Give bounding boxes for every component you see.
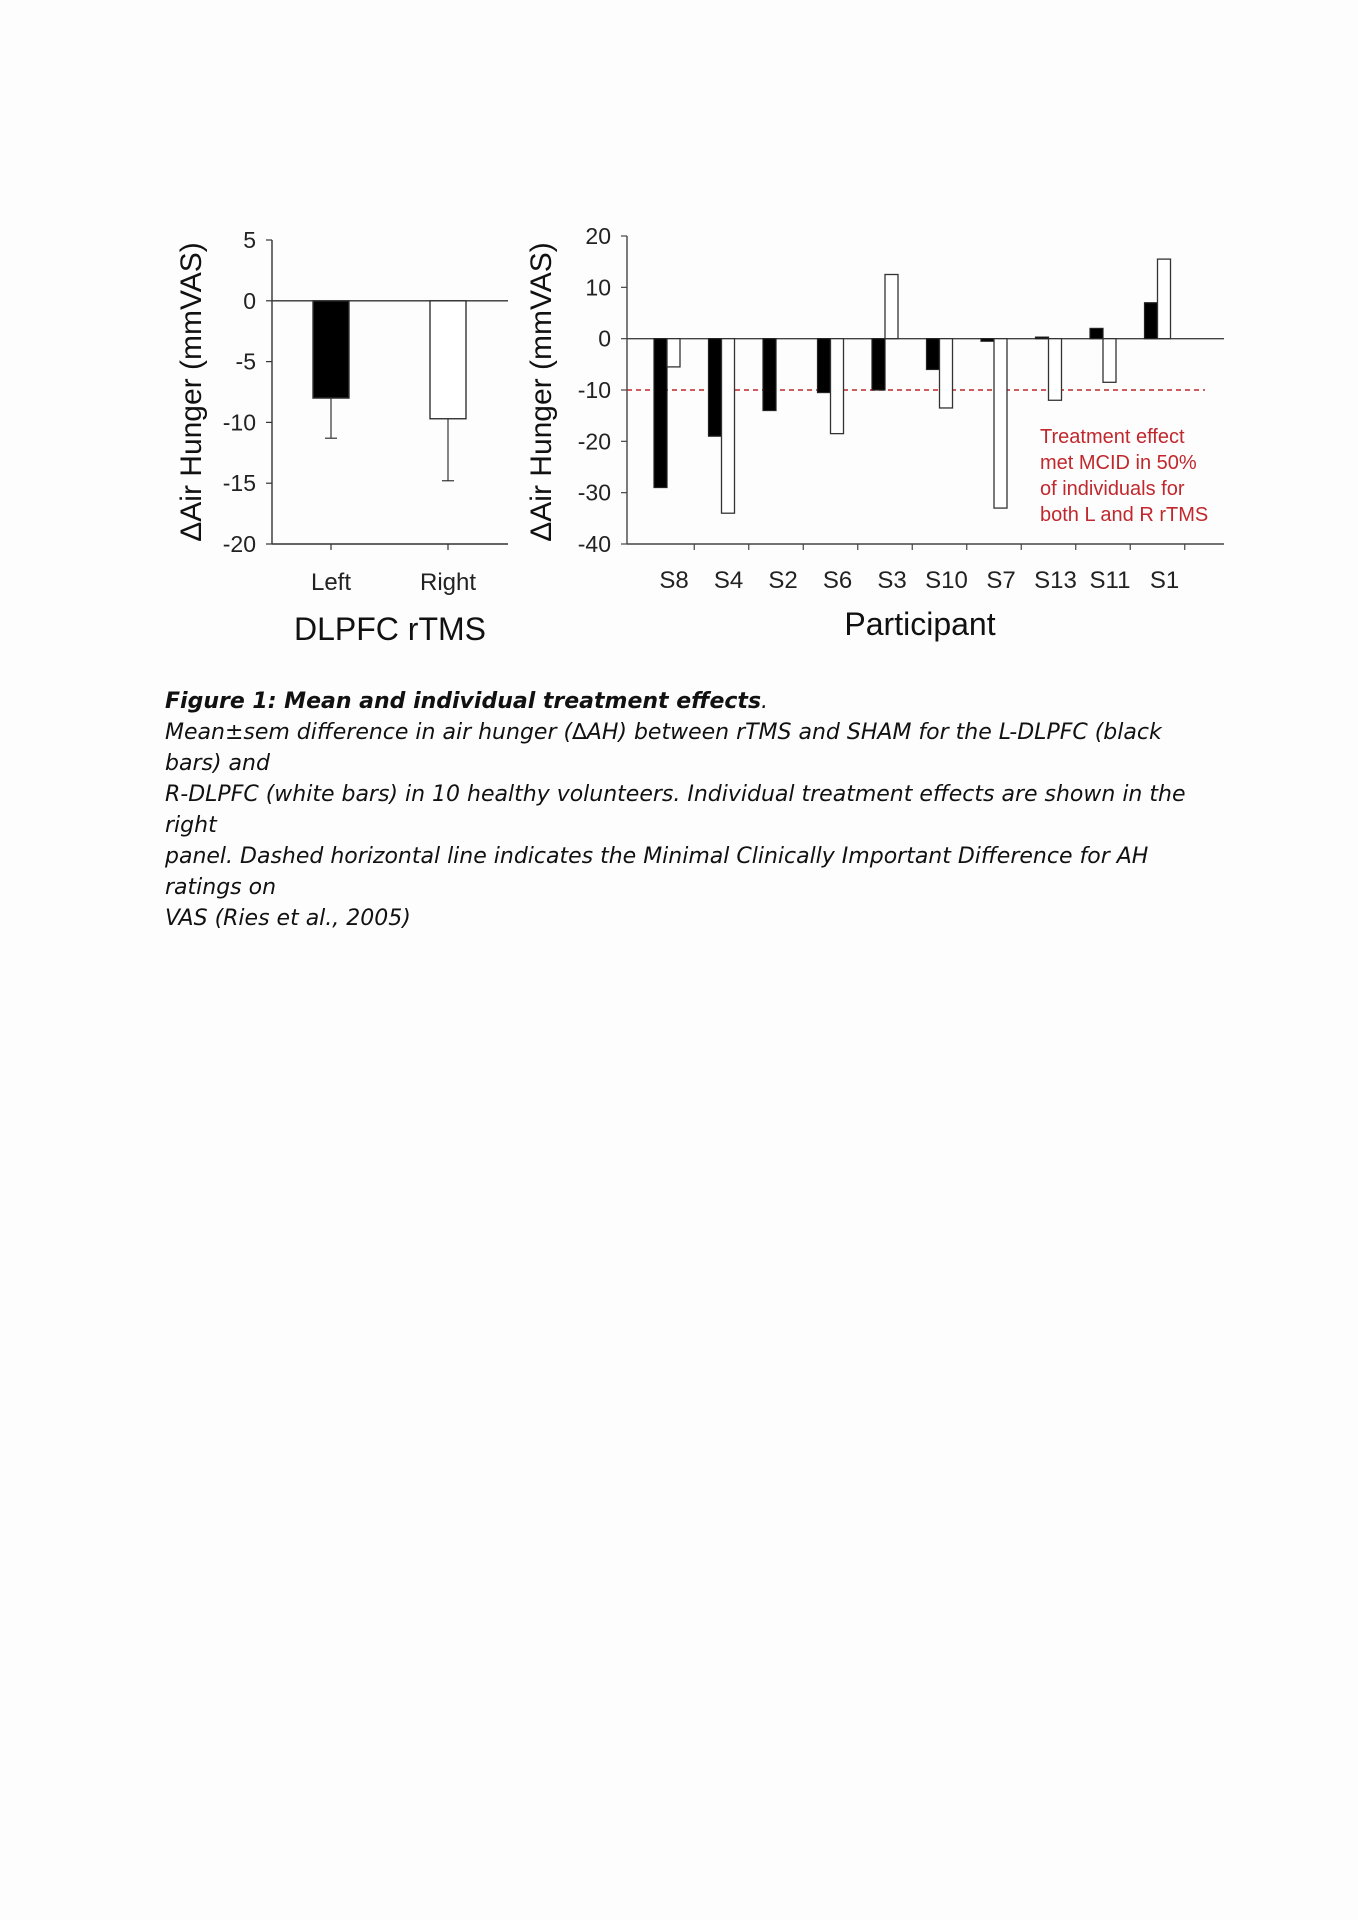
bar-left-s11 (1090, 328, 1103, 338)
bar-left-s1 (1145, 303, 1158, 339)
bar-left-s7 (981, 339, 994, 342)
bar-right-s1 (1158, 259, 1171, 339)
x-tick-label: S2 (768, 567, 798, 594)
annotation-line: met MCID in 50% (1040, 452, 1197, 474)
y-tick-label: 0 (243, 287, 256, 314)
caption-line-3: panel. Dashed horizontal line indicates the Minimal Clinically Important Difference for AH ratings on (165, 844, 1149, 900)
y-tick-label: -10 (222, 409, 256, 436)
bar-right-s10 (940, 339, 953, 408)
annotation-line: both L and R rTMS (1040, 504, 1209, 526)
y-tick-label: 5 (243, 227, 256, 253)
right-panel-individual-effects (525, 223, 1224, 642)
y-tick-label: 20 (585, 223, 611, 249)
x-tick-label: S8 (659, 567, 689, 594)
bar-right-s4 (722, 339, 735, 514)
y-axis-title: ΔAir Hunger (mmVAS) (525, 242, 558, 542)
x-tick-label: S6 (822, 567, 853, 594)
bar-right-s7 (994, 339, 1007, 508)
caption-line-4: VAS (Ries et al., 2005) (165, 906, 411, 931)
x-tick-label: Left (310, 569, 352, 596)
y-tick-label: -15 (222, 470, 256, 497)
caption-title-end: . (761, 689, 769, 714)
y-tick-label: -30 (577, 479, 611, 506)
x-tick-label: S13 (1034, 567, 1077, 594)
y-tick-label: -20 (577, 428, 611, 455)
caption-title-line (165, 686, 1215, 717)
x-tick-label: S4 (713, 567, 744, 594)
left-panel-mean-effects (175, 227, 508, 647)
bar-right-s3 (885, 275, 898, 339)
y-tick-label: 10 (585, 274, 611, 301)
bar-right-s6 (831, 339, 844, 434)
bar-mean-right (430, 301, 466, 419)
y-tick-label: 0 (598, 325, 611, 352)
x-axis-title: Participant (844, 606, 996, 642)
bar-right-s11 (1103, 339, 1116, 383)
caption-line-1: Mean±sem difference in air hunger (∆AH) between rTMS and SHAM for the L-DLPFC (black bars) and (165, 720, 1162, 776)
bar-left-s10 (927, 339, 940, 370)
bar-left-s8 (654, 339, 667, 488)
bar-left-s2 (763, 339, 776, 411)
x-tick-label: S11 (1089, 567, 1131, 594)
x-tick-label: S3 (877, 567, 907, 594)
figure-charts (0, 0, 1358, 680)
y-tick-label: -20 (222, 531, 256, 557)
bar-left-s13 (1036, 337, 1049, 339)
figure-caption (165, 686, 1215, 934)
x-tick-label: S10 (925, 567, 968, 594)
annotation-line: of individuals for (1040, 478, 1185, 500)
bar-right-s13 (1049, 339, 1062, 401)
annotation-line: Treatment effect (1040, 426, 1185, 448)
y-tick-label: -10 (577, 377, 611, 403)
caption-line-2: R-DLPFC (white bars) in 10 healthy volunteers. Individual treatment effects are shown in the right (165, 782, 1186, 838)
x-axis-title: DLPFC rTMS (294, 611, 486, 647)
bar-right-s8 (667, 339, 680, 367)
bar-mean-left (313, 301, 349, 398)
y-tick-label: -5 (235, 348, 256, 375)
x-tick-label: Right (419, 569, 477, 596)
bar-left-s3 (872, 339, 885, 390)
y-tick-label: -40 (577, 531, 611, 557)
caption-title: Figure 1: Mean and individual treatment effects (165, 689, 762, 714)
x-tick-label: S1 (1149, 567, 1180, 594)
bar-left-s4 (709, 339, 722, 437)
y-axis-title: ΔAir Hunger (mmVAS) (175, 242, 208, 542)
bar-left-s6 (818, 339, 831, 393)
x-tick-label: S7 (986, 567, 1016, 594)
